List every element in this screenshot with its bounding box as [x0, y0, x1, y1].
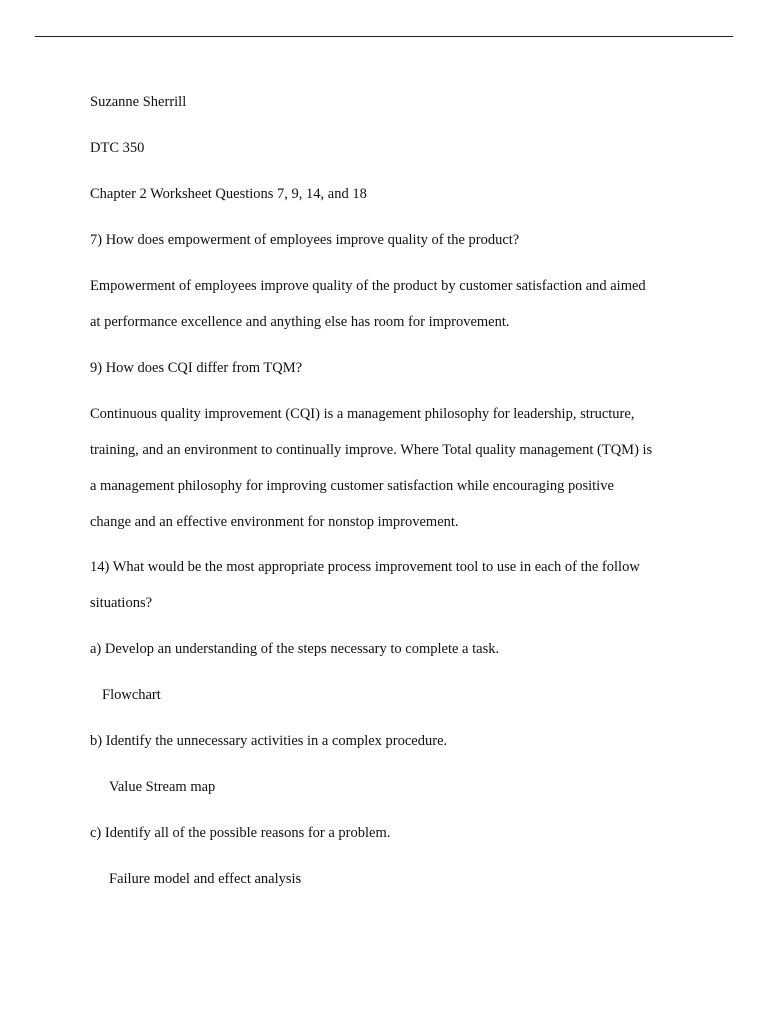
- answer-9-line-2: training, and an environment to continually improve. Where Total quality management (TQM) is: [90, 442, 653, 458]
- answer-9-line-4: change and an effective environment for nonstop improvement.: [90, 514, 459, 530]
- question-7: 7) How does empowerment of employees improve quality of the product?: [90, 232, 520, 248]
- page-top-rule: [35, 36, 733, 37]
- answer-14-part-a: Flowchart: [102, 687, 161, 703]
- question-9: 9) How does CQI differ from TQM?: [90, 360, 303, 376]
- answer-9-line-3: a management philosophy for improving customer satisfaction while encouraging positive: [90, 478, 614, 494]
- course-code: DTC 350: [90, 140, 145, 156]
- answer-7-line-2: at performance excellence and anything else has room for improvement.: [90, 314, 510, 330]
- answer-9-line-1: Continuous quality improvement (CQI) is a management philosophy for leadership, structure,: [90, 406, 635, 422]
- question-14-part-c: c) Identify all of the possible reasons for a problem.: [90, 825, 391, 841]
- author-name: Suzanne Sherrill: [90, 94, 187, 110]
- answer-14-part-c: Failure model and effect analysis: [109, 871, 302, 887]
- question-14-part-b: b) Identify the unnecessary activities in a complex procedure.: [90, 733, 448, 749]
- question-14-line-1: 14) What would be the most appropriate process improvement tool to use in each of the follow: [90, 559, 640, 575]
- question-14-part-a: a) Develop an understanding of the steps necessary to complete a task.: [90, 641, 500, 657]
- assignment-title: Chapter 2 Worksheet Questions 7, 9, 14, and 18: [90, 186, 367, 202]
- question-14-line-2: situations?: [90, 595, 153, 611]
- answer-14-part-b: Value Stream map: [109, 779, 216, 795]
- answer-7-line-1: Empowerment of employees improve quality of the product by customer satisfaction and aimed: [90, 278, 646, 294]
